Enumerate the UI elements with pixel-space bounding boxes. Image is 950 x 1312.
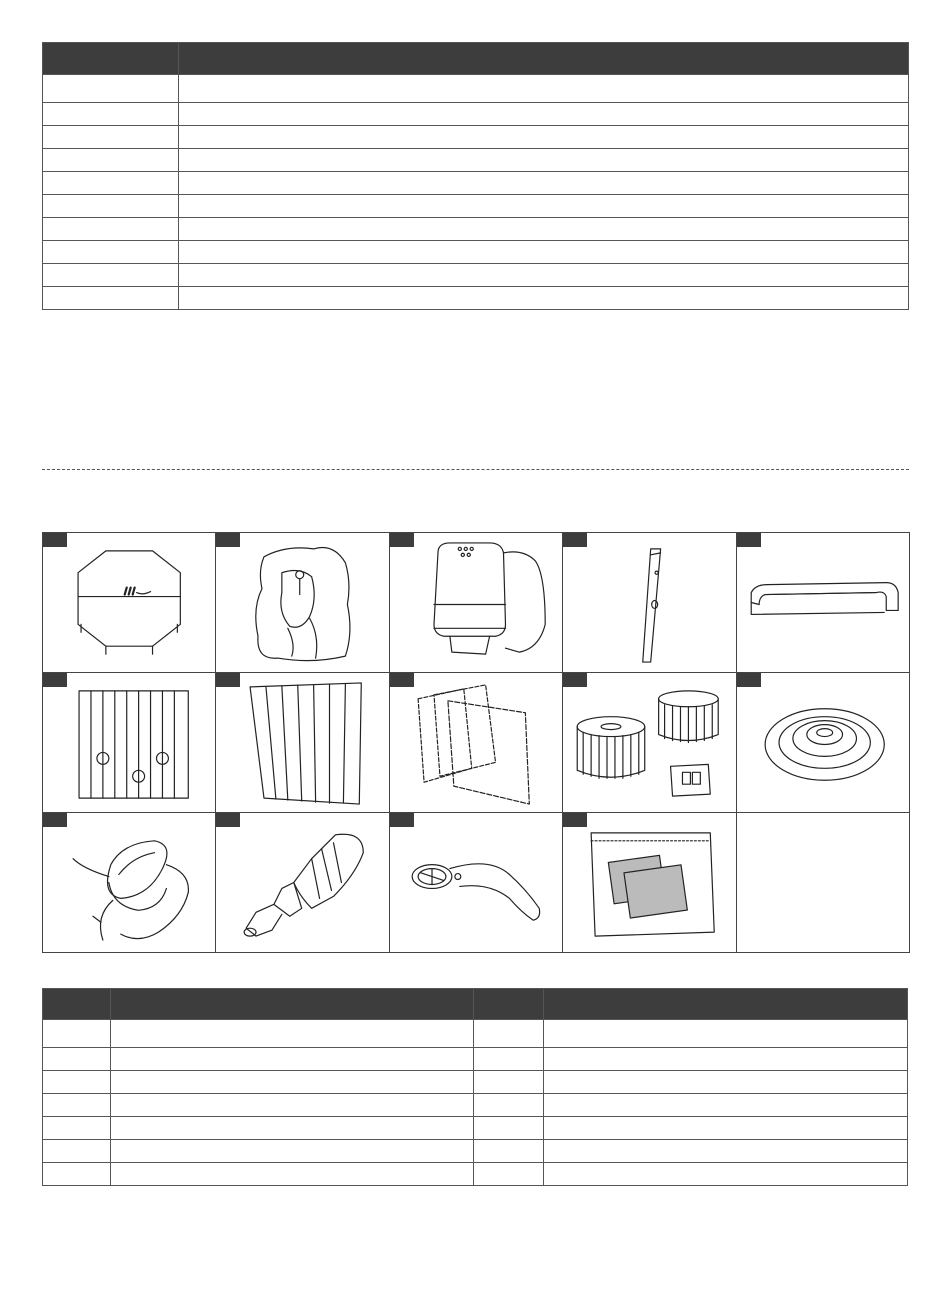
table-cell — [179, 126, 909, 149]
table-cell — [111, 1140, 474, 1163]
part-cell — [43, 673, 216, 813]
table-row — [43, 126, 909, 149]
part-cell — [737, 673, 910, 813]
parts-header-cell-3 — [474, 989, 544, 1020]
table-cell — [43, 1163, 111, 1186]
table-cell — [544, 1163, 908, 1186]
parts-header-cell-1 — [43, 989, 111, 1020]
table-cell — [474, 1163, 544, 1186]
part-cell — [43, 813, 216, 953]
table-cell — [474, 1071, 544, 1094]
table-cell — [43, 103, 179, 126]
table-row — [43, 1140, 908, 1163]
part-cell — [390, 673, 563, 813]
table-cell — [43, 126, 179, 149]
spec-header-cell-1 — [43, 43, 179, 75]
table-cell — [179, 103, 909, 126]
table-cell — [43, 172, 179, 195]
table-cell — [111, 1071, 474, 1094]
spec-header-cell-2 — [179, 43, 909, 75]
table-cell — [179, 218, 909, 241]
dashed-divider — [42, 469, 909, 470]
part-cell — [563, 533, 736, 673]
table-cell — [544, 1020, 908, 1048]
table-row — [43, 1163, 908, 1186]
table-row — [43, 172, 909, 195]
table-cell — [43, 1117, 111, 1140]
table-cell — [43, 241, 179, 264]
table-cell — [544, 1071, 908, 1094]
part-cell — [563, 813, 736, 953]
table-row — [43, 1071, 908, 1094]
table-cell — [474, 1140, 544, 1163]
table-cell — [111, 1094, 474, 1117]
table-cell — [179, 264, 909, 287]
hose-adapter-icon — [216, 813, 388, 952]
table-cell — [179, 241, 909, 264]
filter-cartridges-icon — [563, 673, 735, 812]
parts-table-header — [43, 989, 908, 1020]
table-cell — [43, 149, 179, 172]
table-cell — [43, 264, 179, 287]
control-unit-icon — [390, 533, 562, 672]
specification-table — [42, 42, 909, 310]
table-cell — [111, 1020, 474, 1048]
table-cell — [544, 1140, 908, 1163]
foot-pump-icon — [43, 813, 215, 952]
part-cell — [216, 533, 389, 673]
table-row — [43, 241, 909, 264]
top-rail-clip-icon — [737, 533, 909, 672]
spa-cover-icon — [43, 533, 215, 672]
part-cell — [563, 673, 736, 813]
table-cell — [179, 75, 909, 103]
table-cell — [474, 1048, 544, 1071]
part-cell — [390, 813, 563, 953]
part-cell — [216, 673, 389, 813]
table-cell — [544, 1117, 908, 1140]
table-row — [43, 195, 909, 218]
parts-header-cell-2 — [111, 989, 474, 1020]
parts-list-table — [42, 988, 908, 1186]
spec-table-header — [43, 43, 909, 75]
table-cell — [179, 287, 909, 310]
support-pole-icon — [563, 533, 735, 672]
table-cell — [111, 1048, 474, 1071]
table-row — [43, 1117, 908, 1140]
table-row — [43, 1020, 908, 1048]
part-cell — [737, 533, 910, 673]
ground-cloth-bag-icon — [216, 533, 388, 672]
table-cell — [43, 1094, 111, 1117]
table-cell — [43, 1140, 111, 1163]
parts-grid — [42, 532, 910, 953]
table-row — [43, 1094, 908, 1117]
part-cell — [216, 813, 389, 953]
table-cell — [474, 1117, 544, 1140]
table-row — [43, 75, 909, 103]
table-cell — [43, 1020, 111, 1048]
table-cell — [474, 1094, 544, 1117]
parts-header-cell-4 — [544, 989, 908, 1020]
table-row — [43, 149, 909, 172]
repair-patch-bag-icon — [563, 813, 735, 952]
table-cell — [111, 1163, 474, 1186]
table-row — [43, 103, 909, 126]
table-cell — [544, 1094, 908, 1117]
table-row — [43, 264, 909, 287]
table-cell — [43, 1048, 111, 1071]
table-cell — [179, 195, 909, 218]
table-cell — [474, 1020, 544, 1048]
table-row — [43, 1048, 908, 1071]
table-cell — [43, 1071, 111, 1094]
table-cell — [179, 172, 909, 195]
part-cell — [390, 533, 563, 673]
table-cell — [43, 287, 179, 310]
table-cell — [43, 218, 179, 241]
table-cell — [179, 149, 909, 172]
floor-mat-tiles-icon — [390, 673, 562, 812]
wall-panel-icon — [216, 673, 388, 812]
table-cell — [544, 1048, 908, 1071]
wall-panel-with-ports-icon — [43, 673, 215, 812]
table-row — [43, 287, 909, 310]
table-cell — [111, 1117, 474, 1140]
part-cell-empty — [737, 813, 910, 953]
table-cell — [43, 75, 179, 103]
part-cell — [43, 533, 216, 673]
table-row — [43, 218, 909, 241]
round-disc-icon — [737, 673, 909, 812]
skimmer-net-icon — [390, 813, 562, 952]
table-cell — [43, 195, 179, 218]
